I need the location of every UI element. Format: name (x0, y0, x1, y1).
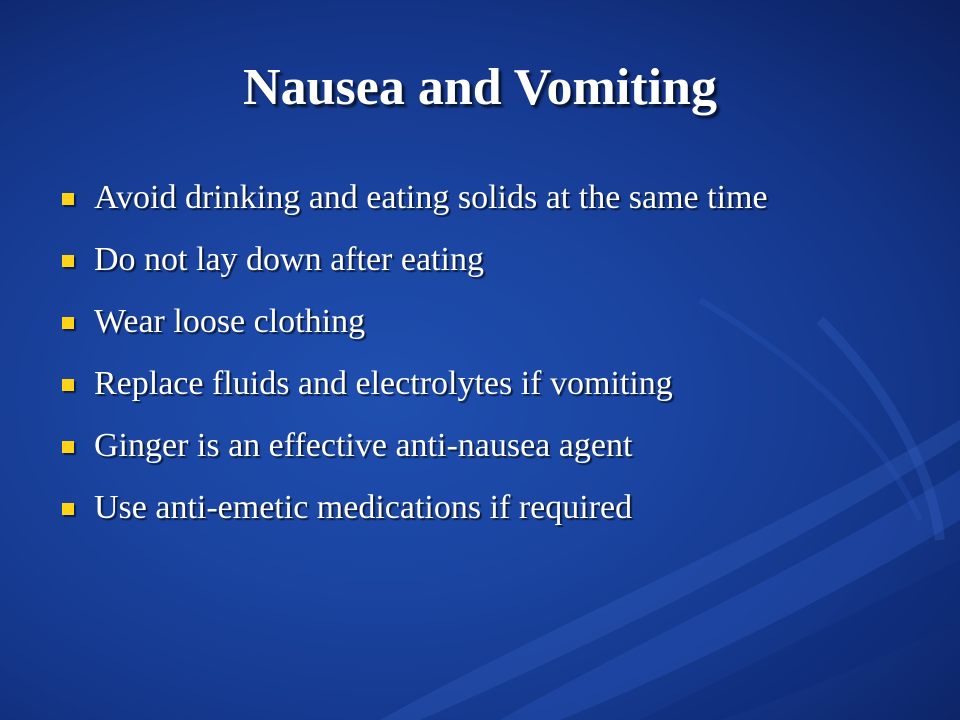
bullet-item (60, 426, 860, 466)
square-bullet-icon (62, 255, 74, 267)
slide-title: Nausea and Vomiting (243, 59, 717, 116)
bullet-text: Replace fluids and electrolytes if vomiting (94, 365, 673, 402)
bullet-text: Ginger is an effective anti-nausea agent (94, 427, 633, 464)
bullet-text: Use anti-emetic medications if required (94, 489, 633, 526)
square-bullet-icon (62, 441, 74, 453)
bullet-item (60, 302, 860, 342)
square-bullet-icon (62, 503, 74, 515)
square-bullet-icon (62, 379, 74, 391)
bullet-item (60, 488, 860, 528)
bullet-item (60, 364, 860, 404)
square-bullet-icon (62, 193, 74, 205)
square-bullet-icon (62, 317, 74, 329)
bullet-text: Do not lay down after eating (94, 241, 484, 278)
bullet-item (60, 178, 860, 218)
bullet-text: Avoid drinking and eating solids at the same time (94, 179, 768, 216)
bullet-list (60, 178, 860, 550)
bullet-item (60, 240, 860, 280)
bullet-text: Wear loose clothing (94, 303, 366, 340)
